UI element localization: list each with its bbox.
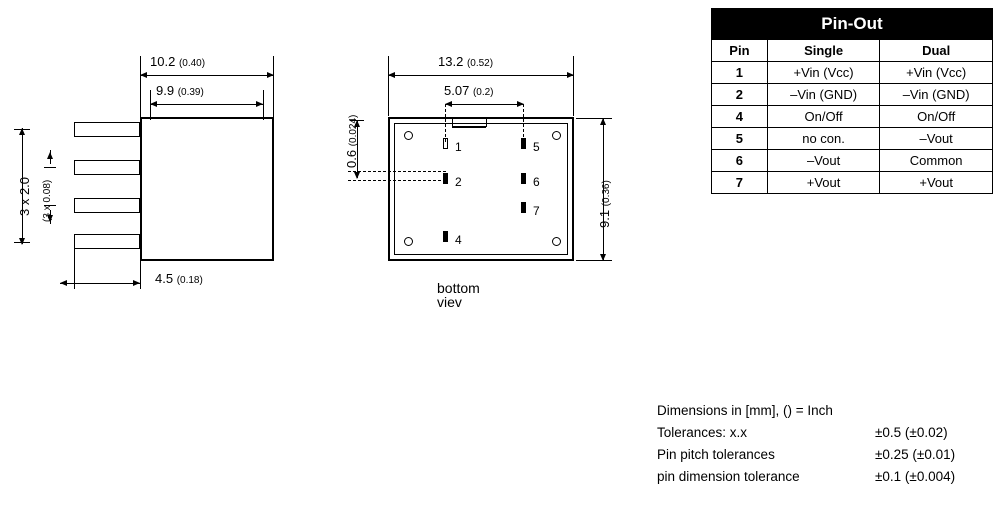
notes-units: Dimensions in [mm], () = Inch xyxy=(657,403,833,418)
pinout-row-4-pin: 6 xyxy=(712,150,768,172)
pad-pin-7 xyxy=(521,202,526,213)
dim-line-9-9 xyxy=(150,104,263,105)
bottom-view-notch xyxy=(452,126,486,128)
table-row xyxy=(712,62,993,84)
dim-inch-pin-pitch: (3 x 0.08) xyxy=(42,179,53,222)
dim-arrow-5-07-left xyxy=(445,101,452,107)
dim-inch-5-07: (0.2) xyxy=(472,87,494,98)
mount-hole-top-left xyxy=(404,131,413,140)
pad-pin-6 xyxy=(521,173,526,184)
side-view-pin-1 xyxy=(74,122,140,137)
pinout-header-row xyxy=(712,40,993,62)
pinout-header-dual: Dual xyxy=(880,40,993,62)
pinout-header-single: Single xyxy=(767,40,880,62)
dim-value-5-07: 5.07 xyxy=(444,83,470,98)
bottom-view-caption: bottom viev xyxy=(437,280,480,310)
notes-row-0-value: ±0.5 (±0.02) xyxy=(875,425,948,440)
dim-arrow-5-07-right xyxy=(517,101,524,107)
dim-value-9-9: 9.9 xyxy=(156,83,175,98)
ext-dash-507-right xyxy=(523,104,524,142)
notes-units-row xyxy=(657,400,997,422)
pinout-row-1-single: –Vin (GND) xyxy=(767,84,880,106)
pinout-row-0-pin: 1 xyxy=(712,62,768,84)
dim-value-4-5: 4.5 xyxy=(155,271,174,286)
ext-pitch-top xyxy=(14,129,30,130)
dim-label-0-6 xyxy=(345,115,359,168)
dim-value-10-2: 10.2 xyxy=(150,54,176,69)
dim-arrow-13-2-right xyxy=(567,72,574,78)
pinout-row-5-dual: +Vout xyxy=(880,172,993,194)
ext-line-pin-right xyxy=(140,261,141,289)
dim-line-10-2 xyxy=(140,75,274,76)
pitch-tick-1 xyxy=(44,167,56,168)
ext-dash-06-bottom xyxy=(348,180,446,181)
pad-label-1: 1 xyxy=(455,140,462,154)
dim-value-9-1: 9.1 xyxy=(597,209,612,228)
pinout-table xyxy=(711,8,993,194)
dim-line-4-5 xyxy=(60,283,140,284)
bottom-view-inner-outline xyxy=(394,123,568,255)
ext-line-left-outer xyxy=(140,56,141,118)
pad-label-4: 4 xyxy=(455,233,462,247)
pitch-inner-arrow-up xyxy=(47,152,53,159)
pad-pin-4 xyxy=(443,231,448,242)
pad-label-2: 2 xyxy=(455,175,462,189)
pinout-row-2-dual: On/Off xyxy=(880,106,993,128)
dim-label-13-2 xyxy=(438,55,493,69)
pinout-row-3-pin: 5 xyxy=(712,128,768,150)
dim-line-13-2 xyxy=(388,75,574,76)
dim-value-13-2: 13.2 xyxy=(438,54,464,69)
notes-row-2-value: ±0.1 (±0.004) xyxy=(875,469,956,484)
dim-arrow-13-2-left xyxy=(388,72,395,78)
pinout-header-pin: Pin xyxy=(712,40,768,62)
dim-arrow-9-9-left xyxy=(150,101,157,107)
dim-inch-0-6: (0.024) xyxy=(348,114,359,147)
ext-line-91-top xyxy=(576,118,612,119)
dim-inch-13-2: (0.52) xyxy=(466,58,494,69)
pinout-row-2-single: On/Off xyxy=(767,106,880,128)
bottom-view-notch-left xyxy=(452,118,453,127)
dim-label-4-5 xyxy=(155,272,203,286)
pinout-row-1-pin: 2 xyxy=(712,84,768,106)
dim-label-10-2 xyxy=(150,55,205,69)
pinout-title-row xyxy=(712,9,993,40)
pinout-row-3-dual: –Vout xyxy=(880,128,993,150)
dim-label-5-07 xyxy=(444,84,494,98)
pad-pin-2 xyxy=(443,173,448,184)
table-row xyxy=(712,106,993,128)
pinout-row-3-single: no con. xyxy=(767,128,880,150)
dim-arrow-10-2-right xyxy=(267,72,274,78)
table-row xyxy=(712,150,993,172)
ext-line-bv-right xyxy=(573,56,574,116)
pad-label-7: 7 xyxy=(533,204,540,218)
pinout-row-5-pin: 7 xyxy=(712,172,768,194)
dim-arrow-9-1-top xyxy=(600,118,606,125)
pinout-row-0-dual: +Vin (Vcc) xyxy=(880,62,993,84)
pinout-row-4-dual: Common xyxy=(880,150,993,172)
mount-hole-bottom-right xyxy=(552,237,561,246)
dim-arrow-4-5-right xyxy=(133,280,140,286)
dim-inch-4-5: (0.18) xyxy=(176,275,203,286)
side-view-pin-2 xyxy=(74,160,140,175)
dim-inch-9-9: (0.39) xyxy=(177,87,204,98)
pinout-row-0-single: +Vin (Vcc) xyxy=(767,62,880,84)
ext-dash-06-top xyxy=(348,171,446,172)
pinout-title: Pin-Out xyxy=(712,9,993,40)
dim-inch-9-1: (0.36) xyxy=(601,180,612,207)
dim-arrow-0-6-bottom xyxy=(354,172,360,179)
notes-row-1-label: Pin pitch tolerances xyxy=(657,447,775,462)
ext-line-91-bottom xyxy=(576,260,612,261)
dim-arrow-10-2-left xyxy=(140,72,147,78)
dim-label-pin-pitch-inch xyxy=(43,180,53,222)
notes-row-1-value: ±0.25 (±0.01) xyxy=(875,447,956,462)
ext-line-right-outer xyxy=(273,56,274,118)
dim-arrow-4-5-left xyxy=(60,280,67,286)
notes-row-tolerances xyxy=(657,422,997,444)
mount-hole-bottom-left xyxy=(404,237,413,246)
table-row xyxy=(712,172,993,194)
dim-arrow-9-9-right xyxy=(256,101,263,107)
pinout-row-2-pin: 4 xyxy=(712,106,768,128)
dim-value-pin-pitch: 3 x 2.0 xyxy=(17,176,32,216)
notes-row-pin-dimension xyxy=(657,466,997,488)
side-view-body xyxy=(140,117,274,261)
dim-label-9-9 xyxy=(156,84,204,98)
notes-row-pin-pitch xyxy=(657,444,997,466)
pad-label-5: 5 xyxy=(533,140,540,154)
bottom-view-notch-right xyxy=(486,118,487,127)
table-row xyxy=(712,84,993,106)
notes-block xyxy=(657,400,997,488)
pinout-row-4-single: –Vout xyxy=(767,150,880,172)
dim-inch-10-2: (0.40) xyxy=(178,58,206,69)
ext-dash-507-left xyxy=(445,104,446,142)
dim-line-5-07 xyxy=(445,104,524,105)
dim-label-9-1 xyxy=(598,180,612,228)
side-view-pin-3 xyxy=(74,198,140,213)
dim-value-0-6: 0.6 xyxy=(344,149,359,168)
ext-pitch-bottom xyxy=(14,242,30,243)
notes-row-0-label: Tolerances: x.x xyxy=(657,425,748,440)
table-row xyxy=(712,128,993,150)
ext-line-right-inner xyxy=(263,90,264,120)
pinout-row-5-single: +Vout xyxy=(767,172,880,194)
pad-label-6: 6 xyxy=(533,175,540,189)
ext-line-bv-left xyxy=(388,56,389,116)
dim-arrow-9-1-bottom xyxy=(600,254,606,261)
side-view-pin-4 xyxy=(74,234,140,249)
notes-row-2-label: pin dimension tolerance xyxy=(657,469,800,484)
dim-label-pin-pitch xyxy=(18,177,31,216)
pinout-row-1-dual: –Vin (GND) xyxy=(880,84,993,106)
mount-hole-top-right xyxy=(552,131,561,140)
